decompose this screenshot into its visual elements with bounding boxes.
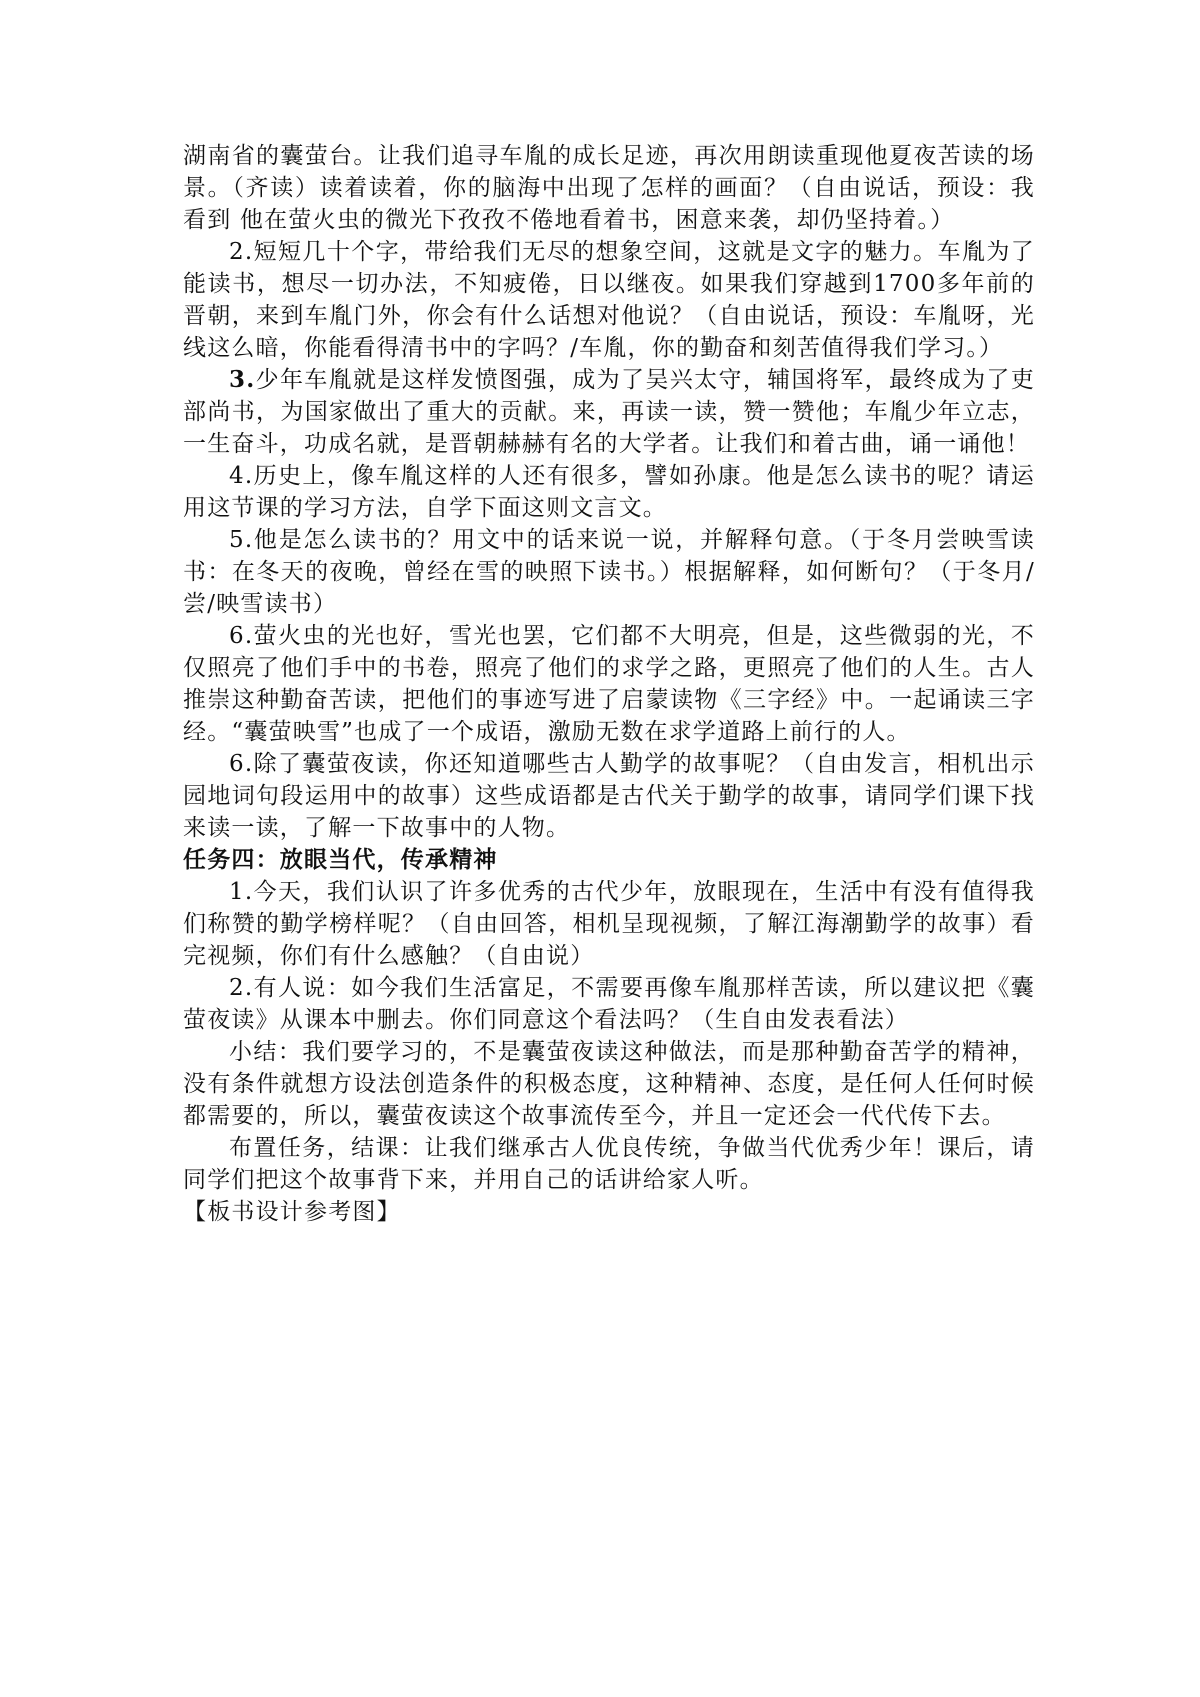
paragraph-2: 2.短短几十个字，带给我们无尽的想象空间，这就是文字的魅力。车胤为了能读书，想尽一切办法，不知疲倦，日以继夜。如果我们穿越到1700多年前的晋朝，来到车胤门外，你会有什么话想对他说？（自由说话，预设：车胤呀，光线这么暗，你能看得清书中的字吗？/车胤，你的勤奋和刻苦值得我们学习。） xyxy=(183,239,1035,361)
paragraph-intro: 湖南省的囊萤台。让我们追寻车胤的成长足迹，再次用朗读重现他夏夜苦读的场景。（齐读）读着读着，你的脑海中出现了怎样的画面？（自由说话，预设：我看到 他在萤火虫的微光下孜孜不倦地看着书，困意来袭，却仍坚持着。） xyxy=(183,143,1035,233)
task-summary: 小结：我们要学习的，不是囊萤夜读这种做法，而是那种勤奋苦学的精神，没有条件就想方设法创造条件的积极态度，这种精神、态度，是任何人任何时候都需要的，所以，囊萤夜读这个故事流传至今，并且一定还会一代代传下去。 xyxy=(183,1039,1035,1129)
paragraph-5: 5.他是怎么读书的？用文中的话来说一说，并解释句意。（于冬月尝映雪读书：在冬天的夜晚，曾经在雪的映照下读书。）根据解释，如何断句？（于冬月/尝/映雪读书） xyxy=(183,527,1035,617)
task-paragraph-2: 2.有人说：如今我们生活富足，不需要再像车胤那样苦读，所以建议把《囊萤夜读》从课本中删去。你们同意这个看法吗？（生自由发表看法） xyxy=(183,975,1035,1033)
task-assignment: 布置任务，结课：让我们继承古人优良传统，争做当代优秀少年！课后，请同学们把这个故事背下来，并用自己的话讲给家人听。 xyxy=(183,1135,1035,1193)
paragraph-4: 4.历史上，像车胤这样的人还有很多，譬如孙康。他是怎么读书的呢？请运用这节课的学习方法，自学下面这则文言文。 xyxy=(183,463,1035,521)
board-design-title: 【板书设计参考图】 xyxy=(183,1199,401,1225)
task-four-heading: 任务四：放眼当代，传承精神 xyxy=(183,846,498,873)
document-page xyxy=(183,140,1035,1228)
paragraph-3-number: 3. xyxy=(229,366,256,393)
paragraph-6b: 6.除了囊萤夜读，你还知道哪些古人勤学的故事呢？（自由发言，相机出示园地词句段运用中的故事）这些成语都是古代关于勤学的故事，请同学们课下找来读一读，了解一下故事中的人物。 xyxy=(183,751,1035,841)
paragraph-3 xyxy=(183,364,1035,460)
paragraph-3-text: 少年车胤就是这样发愤图强，成为了吴兴太守，辅国将军，最终成为了吏部尚书，为国家做出了重大的贡献。来，再读一读，赞一赞他；车胤少年立志，一生奋斗，功成名就，是晋朝赫赫有名的大学者。让我们和着古曲，诵一诵他！ xyxy=(183,367,1035,457)
task-paragraph-1: 1.今天，我们认识了许多优秀的古代少年，放眼现在，生活中有没有值得我们称赞的勤学榜样呢？（自由回答，相机呈现视频，了解江海潮勤学的故事）看完视频，你们有什么感触？（自由说） xyxy=(183,879,1035,969)
paragraph-6a: 6.萤火虫的光也好，雪光也罢，它们都不大明亮，但是，这些微弱的光，不仅照亮了他们手中的书卷，照亮了他们的求学之路，更照亮了他们的人生。古人推崇这种勤奋苦读，把他们的事迹写进了启蒙读物《三字经》中。一起诵读三字经。“囊萤映雪”也成了一个成语，激励无数在求学道路上前行的人。 xyxy=(183,623,1035,745)
